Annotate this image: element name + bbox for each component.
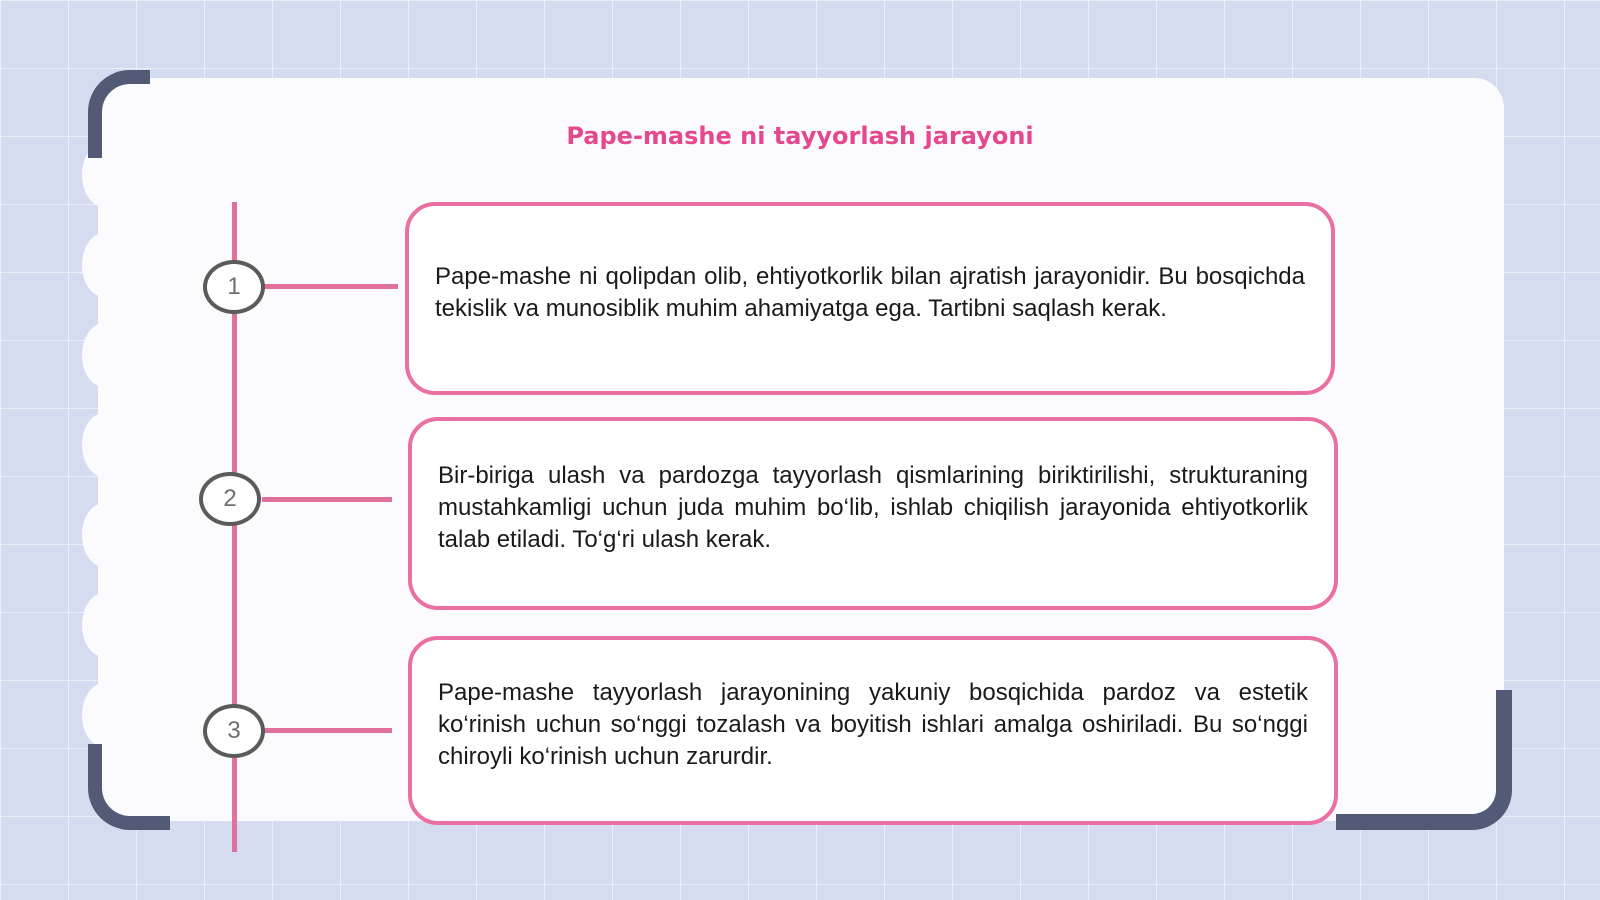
- step-box-2: [408, 417, 1338, 610]
- card-edge-scallop: [82, 593, 126, 657]
- card-edge-scallop: [82, 323, 126, 387]
- step-number-1: 1: [203, 260, 265, 314]
- slide-title: Pape-mashe ni tayyorlash jarayoni: [566, 122, 1034, 150]
- step-text-3: Pape-mashe tayyorlash jarayonining yakuniy bosqichida pardoz va estetik ko‘rinish uchun so‘nggi tozalash va boyitish ishlari amalga oshiriladi. Bu so‘nggi chiroyli ko‘rinish uchun zarurdir.: [438, 678, 1308, 770]
- corner-bracket-top-left: [88, 70, 150, 158]
- step-box-1: [405, 202, 1335, 395]
- card-edge-scallop: [82, 503, 126, 567]
- card-edge-scallop: [82, 233, 126, 297]
- corner-bracket-bottom-left: [88, 744, 170, 830]
- step-connector: [262, 497, 392, 502]
- step-text-2: Bir-biriga ulash va pardozga tayyorlash qismlarining biriktirilishi, strukturaning mustahkamligi uchun juda muhim bo‘lib, ishlab chiqilish jarayonida ehtiyotkorlik talab etiladi. To‘g‘ri ulash kerak.: [438, 461, 1308, 553]
- step-number-3: 3: [203, 704, 265, 758]
- step-text-1: Pape-mashe ni qolipdan olib, ehtiyotkorlik bilan ajratish jarayonidir. Bu bosqichda tekislik va munosiblik muhim ahamiyatga ega. Tartibni saqlash kerak.: [435, 262, 1305, 322]
- card-edge-scallop: [82, 413, 126, 477]
- step-connector: [264, 728, 392, 733]
- corner-bracket-bottom-right: [1336, 690, 1512, 830]
- step-number-2: 2: [199, 472, 261, 526]
- step-box-3: [408, 636, 1338, 825]
- card-edge-scallop: [82, 683, 126, 747]
- step-connector: [264, 284, 398, 289]
